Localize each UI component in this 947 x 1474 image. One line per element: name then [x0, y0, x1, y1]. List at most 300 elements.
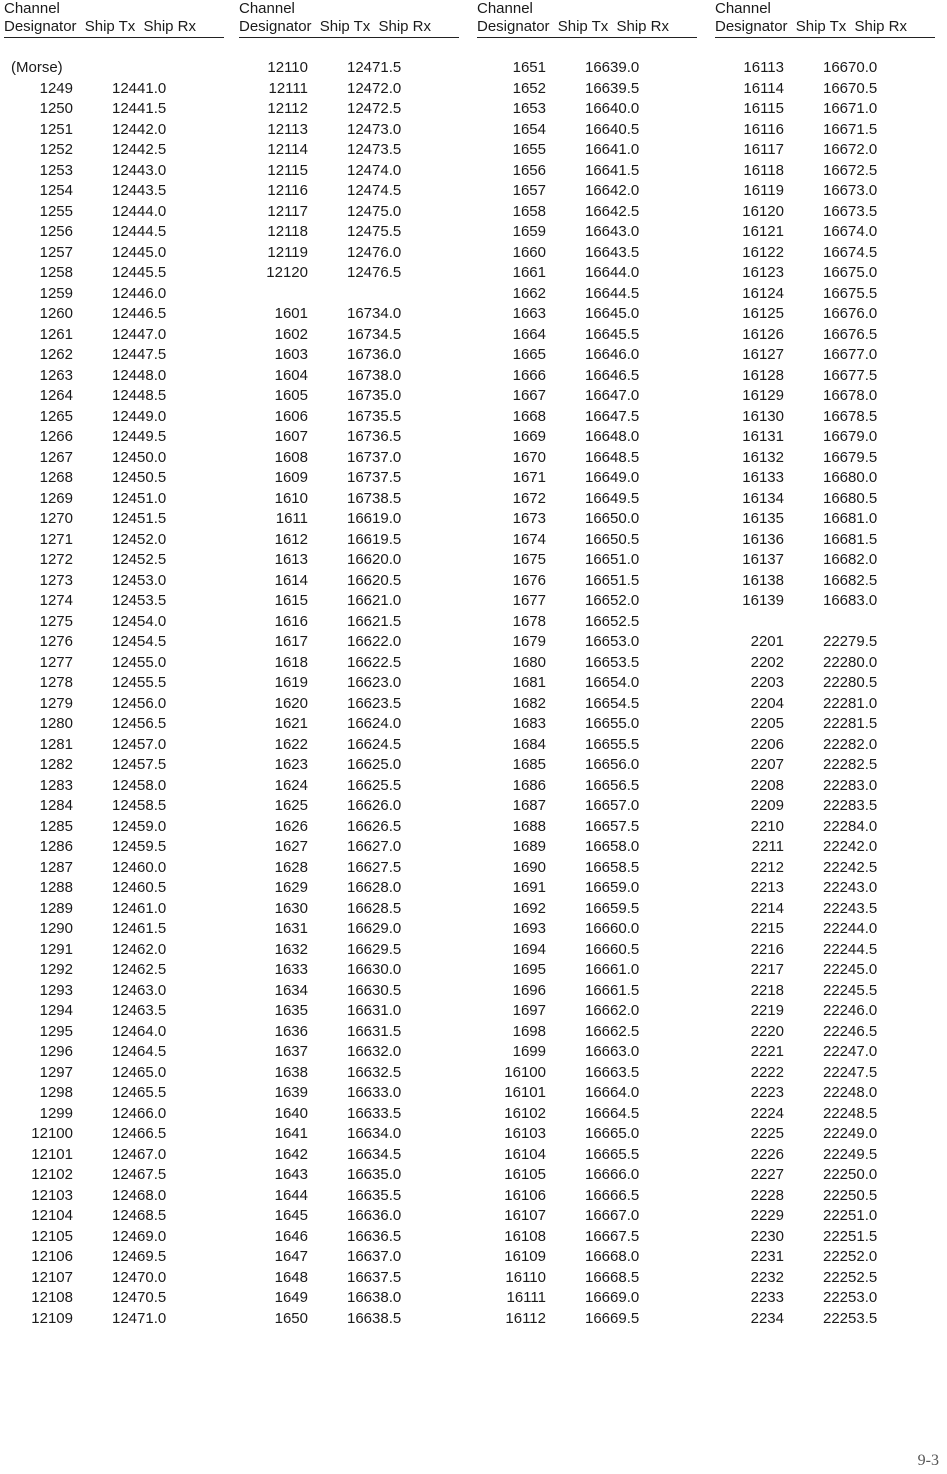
ship-tx-frequency: 12471.5	[347, 59, 402, 76]
table-row	[477, 427, 703, 448]
table-row	[477, 714, 703, 735]
channel-designator: 1633	[274, 961, 308, 978]
ship-tx-frequency: 22242.5	[823, 858, 878, 876]
ship-tx-frequency: 16650.0	[585, 510, 640, 527]
ship-tx-frequency: 22251.0	[823, 1207, 878, 1224]
channel-designator: 1688	[512, 817, 546, 835]
channel-designator: 1627	[274, 838, 308, 855]
ship-tx-frequency: 12449.0	[112, 407, 167, 425]
table-row	[239, 550, 465, 571]
ship-tx-frequency: 22250.0	[823, 1166, 878, 1183]
table-rows	[477, 58, 703, 1329]
table-row	[715, 1083, 941, 1104]
channel-designator: 2214	[750, 899, 784, 917]
channel-designator: 1670	[512, 448, 546, 466]
channel-designator: 1296	[39, 1043, 73, 1060]
ship-tx-frequency: 16667.0	[585, 1207, 640, 1224]
channel-designator: 1683	[512, 715, 546, 732]
table-row	[477, 161, 703, 182]
table-row	[477, 981, 703, 1002]
table-row	[239, 1063, 465, 1084]
ship-tx-frequency: 12457.5	[112, 756, 167, 773]
channel-designator: 2212	[750, 858, 784, 876]
channel-designator: 1699	[512, 1043, 546, 1060]
channel-designator: 2224	[750, 1104, 784, 1122]
table-row	[477, 1165, 703, 1186]
table-row	[239, 1165, 465, 1186]
table-row	[4, 612, 230, 633]
table-row	[477, 1309, 703, 1330]
ship-tx-frequency: 12441.5	[112, 100, 167, 117]
channel-designator: 1685	[512, 756, 546, 773]
table-row	[477, 202, 703, 223]
table-row	[715, 673, 941, 694]
channel-designator: 2205	[750, 715, 784, 732]
ship-tx-frequency: 16649.0	[585, 469, 640, 486]
channel-designator: 2204	[750, 694, 784, 712]
table-row	[477, 120, 703, 141]
ship-tx-frequency: 16626.5	[347, 817, 402, 835]
ship-tx-frequency: 12468.0	[112, 1186, 167, 1204]
channel-designator: 2210	[750, 817, 784, 835]
table-row	[4, 386, 230, 407]
table-row	[239, 837, 465, 858]
ship-tx-frequency: 12466.0	[112, 1104, 167, 1122]
table-row	[715, 263, 941, 284]
ship-tx-frequency: 12443.5	[112, 182, 167, 199]
table-row	[4, 468, 230, 489]
table-rows	[4, 58, 230, 1329]
table-row	[4, 817, 230, 838]
table-row	[715, 161, 941, 182]
table-row	[239, 1288, 465, 1309]
channel-designator: 1619	[274, 674, 308, 691]
ship-tx-frequency: 16656.5	[585, 776, 640, 794]
table-row	[715, 591, 941, 612]
channel-designator: 16139	[742, 592, 784, 609]
table-row	[4, 550, 230, 571]
table-row	[715, 427, 941, 448]
ship-tx-frequency: 16668.5	[585, 1268, 640, 1286]
table-row	[239, 263, 465, 284]
ship-tx-frequency: 12447.0	[112, 325, 167, 343]
channel-designator: 1698	[512, 1022, 546, 1040]
channel-designator: 12116	[267, 182, 308, 199]
channel-designator: 1298	[39, 1084, 73, 1101]
channel-designator: 1681	[512, 674, 546, 691]
ship-tx-frequency: 12472.5	[347, 100, 402, 117]
ship-tx-frequency: 16629.5	[347, 940, 402, 958]
table-row	[4, 1186, 230, 1207]
channel-designator: 16114	[743, 79, 784, 97]
ship-tx-frequency: 12451.5	[112, 510, 167, 527]
channel-designator: 16118	[743, 161, 784, 179]
channel-designator: 12113	[267, 120, 308, 138]
ship-tx-frequency: 16682.0	[823, 551, 878, 568]
channel-designator: 1286	[39, 838, 73, 855]
table-row	[715, 140, 941, 161]
ship-tx-frequency: 16632.0	[347, 1043, 402, 1060]
table-row	[715, 366, 941, 387]
table-row	[4, 1288, 230, 1309]
table-row	[4, 1083, 230, 1104]
channel-designator: 1668	[512, 407, 546, 425]
ship-tx-frequency: 12452.0	[112, 530, 167, 548]
channel-designator: 1682	[512, 694, 546, 712]
channel-designator: 1678	[512, 612, 546, 630]
ship-tx-frequency: 16737.5	[347, 469, 402, 486]
table-row	[4, 1268, 230, 1289]
table-row	[239, 386, 465, 407]
ship-tx-frequency: 16645.5	[585, 325, 640, 343]
ship-tx-frequency: 12455.0	[112, 653, 167, 671]
channel-designator: 2234	[750, 1309, 784, 1327]
channel-designator: 1665	[512, 346, 546, 363]
channel-designator: 1274	[39, 592, 73, 609]
ship-tx-frequency: 16654.0	[585, 674, 640, 691]
table-row	[715, 1042, 941, 1063]
table-row	[477, 591, 703, 612]
table-row	[239, 99, 465, 120]
ship-tx-frequency: 22245.0	[823, 961, 878, 978]
channel-designator: 1285	[39, 817, 73, 835]
table-row	[239, 140, 465, 161]
channel-designator: 1649	[274, 1289, 308, 1306]
channel-designator: 1661	[512, 264, 546, 281]
channel-designator: 2229	[750, 1207, 784, 1224]
table-row	[4, 1145, 230, 1166]
channel-designator: 1664	[512, 325, 546, 343]
table-row	[715, 489, 941, 510]
ship-tx-frequency: 12450.5	[112, 469, 167, 486]
channel-designator: 1657	[512, 182, 546, 199]
channel-designator: 1642	[274, 1145, 308, 1163]
ship-tx-frequency: 16657.0	[585, 797, 640, 814]
ship-tx-frequency: 22248.0	[823, 1084, 878, 1101]
table-row	[715, 899, 941, 920]
channel-designator: 2222	[750, 1063, 784, 1081]
ship-tx-frequency: 16669.5	[585, 1309, 640, 1327]
channel-designator: 12112	[267, 100, 308, 117]
channel-designator: 16115	[743, 100, 784, 117]
ship-tx-frequency: 12474.5	[347, 182, 402, 199]
header-ship-tx: Ship Tx	[84, 18, 136, 35]
table-row	[477, 960, 703, 981]
ship-tx-frequency: 12449.5	[112, 428, 167, 445]
ship-tx-frequency: 16642.0	[585, 182, 640, 199]
ship-tx-frequency: 12453.5	[112, 592, 167, 609]
ship-tx-frequency: 16647.0	[585, 387, 640, 404]
channel-designator: 1257	[39, 243, 73, 261]
ship-tx-frequency: 22252.5	[823, 1268, 878, 1286]
channel-designator: 1628	[274, 858, 308, 876]
table-row	[477, 181, 703, 202]
ship-tx-frequency: 22244.5	[823, 940, 878, 958]
channel-designator: 1612	[274, 530, 308, 548]
channel-designator: 16102	[504, 1104, 546, 1122]
channel-designator: 16101	[504, 1084, 546, 1101]
channel-designator: 1605	[274, 387, 308, 404]
ship-tx-frequency: 12446.0	[112, 284, 167, 302]
table-row	[715, 1001, 941, 1022]
ship-tx-frequency: 12474.0	[347, 161, 402, 179]
channel-designator: 12103	[31, 1186, 73, 1204]
table-row	[4, 140, 230, 161]
table-row	[477, 653, 703, 674]
table-row	[4, 735, 230, 756]
ship-tx-frequency: 16644.0	[585, 264, 640, 281]
table-row	[239, 509, 465, 530]
channel-designator: 1297	[39, 1063, 73, 1081]
ship-tx-frequency: 16659.5	[585, 899, 640, 917]
header-designator: Designator	[715, 18, 788, 35]
ship-tx-frequency: 16634.0	[347, 1125, 402, 1142]
channel-designator: 16100	[504, 1063, 546, 1081]
table-row	[4, 940, 230, 961]
ship-tx-frequency: 16623.5	[347, 694, 402, 712]
ship-tx-frequency: 22244.0	[823, 920, 878, 937]
ship-tx-frequency: 12464.0	[112, 1022, 167, 1040]
table-row	[715, 386, 941, 407]
ship-tx-frequency: 16623.0	[347, 674, 402, 691]
ship-tx-frequency: 16657.5	[585, 817, 640, 835]
ship-tx-frequency: 12459.5	[112, 838, 167, 855]
table-row	[715, 837, 941, 858]
table-row	[715, 345, 941, 366]
channel-designator: 1272	[39, 551, 73, 568]
channel-designator: 1653	[512, 100, 546, 117]
channel-designator: 16112	[505, 1309, 546, 1327]
table-row	[4, 1247, 230, 1268]
ship-tx-frequency: 16637.5	[347, 1268, 402, 1286]
ship-tx-frequency: 16627.0	[347, 838, 402, 855]
header-line2	[715, 18, 935, 38]
table-rows	[239, 58, 465, 1329]
table-row	[715, 1288, 941, 1309]
channel-designator: 1621	[274, 715, 308, 732]
channel-designator: 1675	[512, 551, 546, 568]
table-row	[4, 120, 230, 141]
ship-tx-frequency: 12454.5	[112, 633, 167, 650]
table-row	[4, 345, 230, 366]
channel-designator: 1295	[39, 1022, 73, 1040]
ship-tx-frequency: 16649.5	[585, 489, 640, 507]
ship-tx-frequency: 16620.5	[347, 571, 402, 589]
ship-tx-frequency: 16631.5	[347, 1022, 402, 1040]
table-row	[239, 632, 465, 653]
table-row	[715, 407, 941, 428]
ship-tx-frequency: 12458.5	[112, 797, 167, 814]
table-column-1	[4, 0, 224, 1327]
ship-tx-frequency: 16656.0	[585, 756, 640, 773]
ship-tx-frequency: 16633.5	[347, 1104, 402, 1122]
channel-designator: 1254	[39, 182, 73, 199]
table-row	[239, 325, 465, 346]
table-rows	[715, 58, 941, 1329]
header-line2	[477, 18, 697, 38]
ship-tx-frequency: 12472.0	[347, 79, 402, 97]
channel-designator: 16137	[742, 551, 784, 568]
table-row	[4, 263, 230, 284]
channel-designator: 16108	[504, 1227, 546, 1245]
channel-designator: 1273	[39, 571, 73, 589]
ship-tx-frequency: 16648.0	[585, 428, 640, 445]
channel-designator: 16116	[743, 120, 784, 138]
table-row	[715, 735, 941, 756]
channel-designator: 1672	[512, 489, 546, 507]
table-row	[715, 530, 941, 551]
channel-designator: 1667	[512, 387, 546, 404]
channel-designator: 1620	[274, 694, 308, 712]
header-ship-rx: Ship Rx	[378, 18, 432, 35]
channel-designator: 1637	[274, 1043, 308, 1060]
table-row	[239, 1124, 465, 1145]
channel-designator: 1608	[274, 448, 308, 466]
channel-designator: 1260	[39, 305, 73, 322]
table-row	[239, 120, 465, 141]
ship-tx-frequency: 22253.0	[823, 1289, 878, 1306]
channel-designator: 12114	[267, 141, 308, 158]
table-row	[239, 940, 465, 961]
table-row	[4, 222, 230, 243]
table-row	[239, 796, 465, 817]
table-row	[4, 714, 230, 735]
channel-designator: 12120	[266, 264, 308, 281]
channel-designator: 1674	[512, 530, 546, 548]
channel-designator: 2201	[750, 633, 784, 650]
ship-tx-frequency: 12473.0	[347, 120, 402, 138]
table-row	[477, 1247, 703, 1268]
table-row	[239, 448, 465, 469]
channel-designator: 1641	[274, 1125, 308, 1142]
table-row	[715, 1104, 941, 1125]
channel-designator: 1604	[274, 366, 308, 384]
ship-tx-frequency: 16620.0	[347, 551, 402, 568]
ship-tx-frequency: 16672.0	[823, 141, 878, 158]
ship-tx-frequency: 16659.0	[585, 879, 640, 896]
channel-designator: 1289	[39, 899, 73, 917]
table-row	[239, 1022, 465, 1043]
ship-tx-frequency: 16675.5	[823, 284, 878, 302]
table-row	[239, 345, 465, 366]
channel-designator: 1288	[39, 879, 73, 896]
table-row	[239, 899, 465, 920]
ship-tx-frequency: 16670.5	[823, 79, 878, 97]
table-row	[239, 960, 465, 981]
channel-designator: 16130	[742, 407, 784, 425]
channel-designator: 2232	[750, 1268, 784, 1286]
table-row	[4, 366, 230, 387]
ship-tx-frequency: 16621.5	[347, 612, 402, 630]
ship-tx-frequency: 12468.5	[112, 1207, 167, 1224]
channel-designator: 1287	[39, 858, 73, 876]
table-row	[239, 530, 465, 551]
channel-designator: 16126	[742, 325, 784, 343]
channel-designator: 1265	[39, 407, 73, 425]
channel-designator: 12110	[267, 59, 308, 76]
ship-tx-frequency: 16735.5	[347, 407, 402, 425]
table-row	[715, 632, 941, 653]
ship-tx-frequency: 12443.0	[112, 161, 167, 179]
channel-designator: 1609	[274, 469, 308, 486]
ship-tx-frequency: 12458.0	[112, 776, 167, 794]
table-row	[4, 878, 230, 899]
ship-tx-frequency: 16644.5	[585, 284, 640, 302]
channel-designator: 1262	[39, 346, 73, 363]
header-channel: Channel	[4, 0, 60, 17]
ship-tx-frequency: 12464.5	[112, 1043, 167, 1060]
table-row	[477, 858, 703, 879]
table-row	[4, 243, 230, 264]
channel-designator: 1264	[39, 387, 73, 404]
table-row	[477, 263, 703, 284]
channel-designator: 1293	[39, 981, 73, 999]
channel-designator: 2219	[750, 1002, 784, 1019]
channel-designator: 1647	[274, 1248, 308, 1265]
channel-designator: 1268	[39, 469, 73, 486]
channel-designator: 1249	[39, 79, 73, 97]
channel-designator: 1606	[274, 407, 308, 425]
table-row	[477, 550, 703, 571]
ship-tx-frequency: 16736.0	[347, 346, 402, 363]
header-channel: Channel	[477, 0, 533, 17]
ship-tx-frequency: 22279.5	[823, 633, 878, 650]
channel-designator: 16106	[504, 1186, 546, 1204]
ship-tx-frequency: 16632.5	[347, 1063, 402, 1081]
ship-tx-frequency: 16664.0	[585, 1084, 640, 1101]
table-row	[477, 386, 703, 407]
ship-tx-frequency: 22281.0	[823, 694, 878, 712]
ship-tx-frequency: 12445.5	[112, 264, 167, 281]
table-row	[477, 222, 703, 243]
table-row	[4, 99, 230, 120]
channel-designator: 12118	[267, 223, 308, 240]
channel-designator: 1651	[512, 59, 546, 76]
ship-tx-frequency: 16681.0	[823, 510, 878, 527]
channel-designator: 2221	[750, 1043, 784, 1060]
table-row	[239, 304, 465, 325]
channel-designator: 1687	[512, 797, 546, 814]
table-row	[4, 79, 230, 100]
channel-designator: 12105	[31, 1227, 73, 1245]
channel-designator: 1630	[274, 899, 308, 917]
table-row	[4, 653, 230, 674]
table-row	[477, 345, 703, 366]
table-row	[4, 981, 230, 1002]
channel-designator: 1644	[274, 1186, 308, 1204]
table-row	[239, 181, 465, 202]
channel-designator: 1686	[512, 776, 546, 794]
table-row	[239, 1083, 465, 1104]
table-row	[715, 550, 941, 571]
ship-tx-frequency: 16636.5	[347, 1227, 402, 1245]
table-row	[715, 1022, 941, 1043]
channel-designator: 16119	[743, 182, 784, 199]
table-row	[4, 1309, 230, 1330]
table-row	[715, 1268, 941, 1289]
channel-designator: 1632	[274, 940, 308, 958]
channel-designator: 2207	[750, 756, 784, 773]
table-row	[4, 202, 230, 223]
ship-tx-frequency: 12441.0	[112, 79, 167, 97]
table-row	[477, 509, 703, 530]
table-row	[715, 1186, 941, 1207]
ship-tx-frequency: 16670.0	[823, 59, 878, 76]
ship-tx-frequency: 16680.5	[823, 489, 878, 507]
table-row	[4, 1165, 230, 1186]
channel-designator: 2218	[750, 981, 784, 999]
table-row	[715, 1227, 941, 1248]
